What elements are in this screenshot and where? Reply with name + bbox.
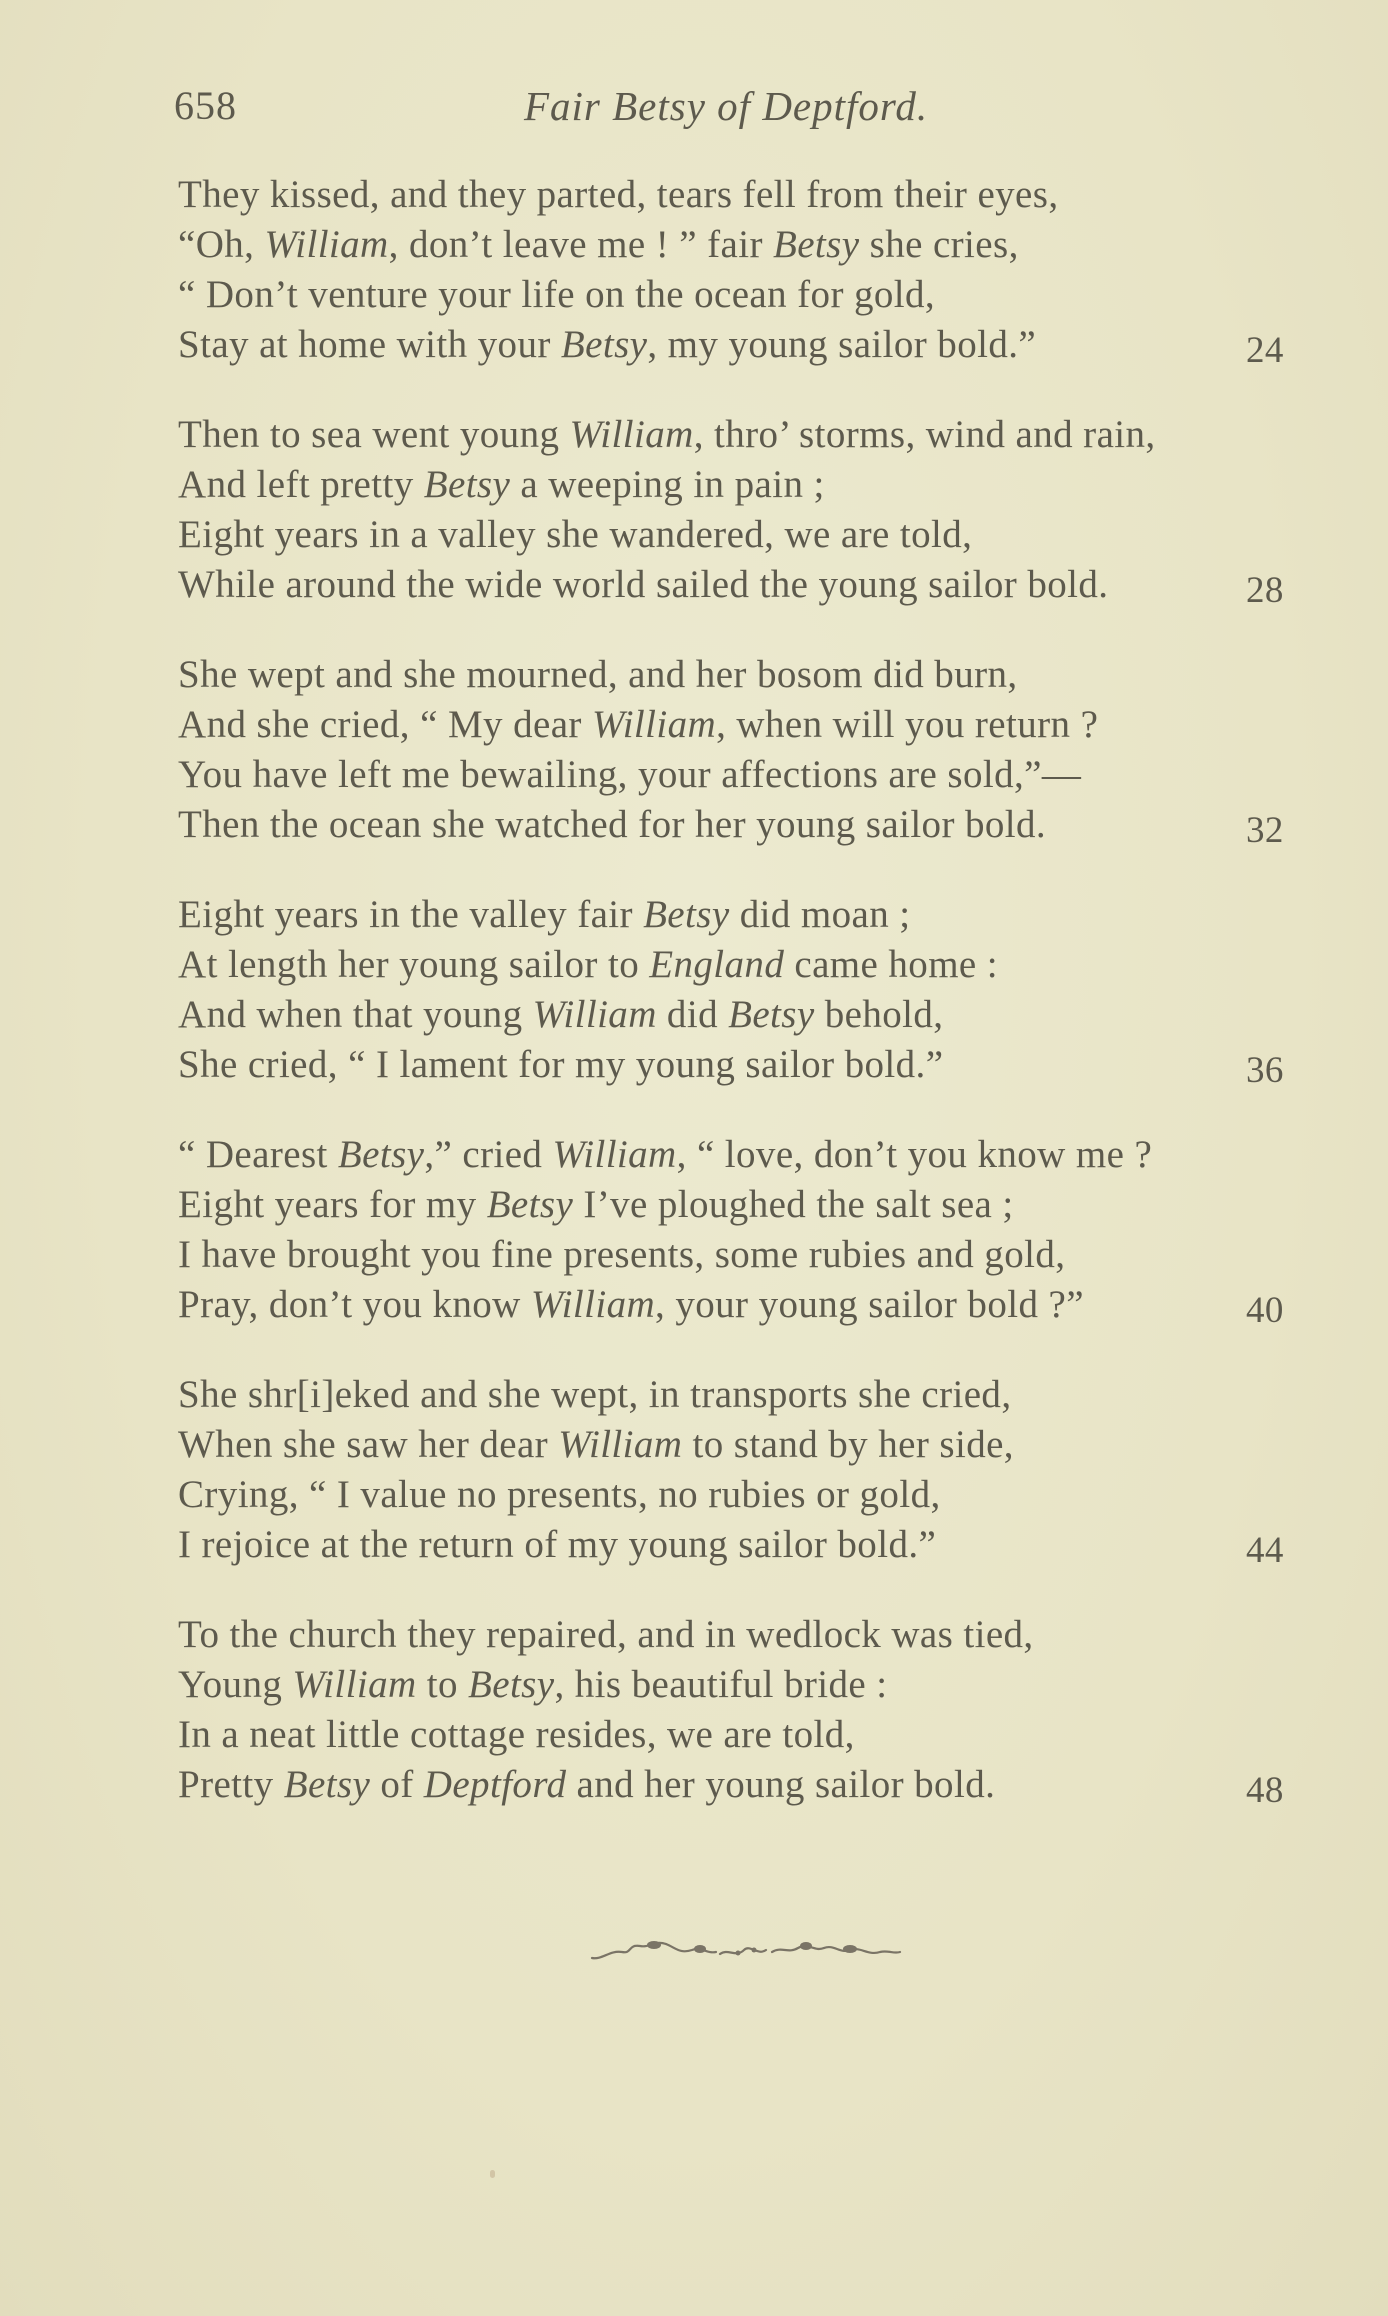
verse-line: [178, 320, 1298, 370]
verse-line-text: [178, 223, 1019, 266]
verse-text: In a neat little cottage resides, we are told,: [178, 1713, 855, 1756]
verse-line: [178, 1280, 1298, 1330]
verse-line-text: [178, 273, 935, 316]
verse-text: Then the ocean she watched for her young sailor bold.: [178, 803, 1047, 846]
verse-text: Eight years in a valley she wandered, we are told,: [178, 513, 973, 556]
verse-line-text: [178, 753, 1081, 796]
verse-text: did: [656, 993, 729, 1036]
verse-line: [178, 460, 1298, 510]
line-number: 24: [1246, 330, 1284, 371]
verse-text: to: [416, 1663, 469, 1706]
verse-line: [178, 940, 1298, 990]
verse-line: [178, 1230, 1298, 1280]
verse-line: [178, 890, 1298, 940]
italic-name: Deptford: [423, 1763, 567, 1806]
italic-name: Betsy: [468, 1663, 555, 1706]
verse-line-text: [178, 173, 1059, 216]
verse-text: Eight years for my: [178, 1183, 487, 1226]
line-number: 48: [1246, 1770, 1284, 1811]
verse-text: I have brought you fine presents, some rubies and gold,: [178, 1233, 1066, 1276]
verse-line-text: [178, 1763, 995, 1806]
italic-name: William: [292, 1663, 417, 1706]
verse-line-text: [178, 703, 1098, 746]
verse-line-text: [178, 463, 825, 506]
stanza: [178, 1130, 1298, 1330]
italic-name: William: [591, 703, 717, 746]
verse-text: behold,: [814, 993, 944, 1036]
italic-name: William: [530, 1283, 656, 1326]
verse-text: Pray, don’t you know: [178, 1283, 531, 1326]
line-number: 36: [1246, 1050, 1284, 1091]
italic-name: Betsy: [283, 1763, 371, 1806]
stanza: [178, 170, 1298, 370]
verse-text: did moan ;: [729, 893, 911, 936]
verse-line: [178, 410, 1298, 460]
verse-line: [178, 1130, 1298, 1180]
verse-text: You have left me bewailing, your affections are sold,”—: [178, 753, 1082, 796]
verse-text: of: [370, 1763, 424, 1806]
verse-text: They kissed, and they parted, tears fell from their eyes,: [178, 173, 1059, 216]
verse-text: she cries,: [859, 223, 1019, 266]
verse-line-text: [178, 893, 911, 936]
stanza: [178, 1370, 1298, 1570]
verse-line-text: [178, 1373, 1011, 1416]
verse-text: Pretty: [178, 1763, 284, 1806]
verse-line: [178, 220, 1298, 270]
verse-text: Then to sea went young: [178, 413, 570, 456]
verse-text: And when that young: [178, 993, 533, 1036]
verse-text: Young: [178, 1663, 293, 1706]
verse-line-text: [178, 1423, 1014, 1466]
verse-text: Stay at home with your: [178, 323, 561, 366]
verse-text: She wept and she mourned, and her bosom did burn,: [178, 653, 1018, 696]
verse-line-text: [178, 993, 943, 1036]
running-title: Fair Betsy of Deptford.: [524, 83, 929, 129]
verse-line: [178, 1520, 1298, 1570]
verse-line-text: [178, 1233, 1065, 1276]
verse-line-text: [178, 1613, 1034, 1656]
verse-line-text: [178, 1183, 1014, 1226]
italic-name: Betsy: [560, 323, 648, 366]
verse-line-text: [178, 1713, 855, 1756]
verse-text: ,” cried: [424, 1133, 553, 1176]
italic-name: Betsy: [773, 223, 860, 266]
italic-name: William: [552, 1133, 677, 1176]
verse-line-text: [178, 1473, 941, 1516]
line-number: 44: [1246, 1530, 1284, 1571]
verse-line: [178, 1660, 1298, 1710]
verse-line-text: [178, 803, 1046, 846]
verse-text: to stand by her side,: [682, 1423, 1014, 1466]
italic-name: William: [569, 413, 694, 456]
italic-name: Betsy: [337, 1133, 425, 1176]
italic-name: Betsy: [486, 1183, 574, 1226]
verse-line: [178, 1420, 1298, 1470]
verse-line: [178, 1040, 1298, 1090]
verse-text: To the church they repaired, and in wedlock was tied,: [178, 1613, 1034, 1656]
verse-line-text: [178, 1133, 1152, 1176]
verse-line-text: [178, 323, 1036, 366]
verse-line: [178, 990, 1298, 1040]
verse-text: , when will you return ?: [716, 703, 1099, 746]
verse-line-text: [178, 413, 1156, 456]
verse-line-text: [178, 1043, 943, 1086]
verse-text: She cried, “ I lament for my young sailor bold.”: [178, 1043, 944, 1086]
verse-text: , “ love, don’t you know me ?: [676, 1133, 1153, 1176]
verse-text: , his beautiful bride :: [554, 1663, 888, 1706]
page-header: [174, 82, 974, 142]
verse-text: When she saw her dear: [178, 1423, 559, 1466]
stanza: [178, 650, 1298, 850]
stanza: [178, 890, 1298, 1090]
page-number: 658: [174, 83, 237, 128]
verse-line-text: [178, 1523, 936, 1566]
verse-line-text: [178, 563, 1108, 606]
verse-text: “Oh,: [178, 223, 265, 266]
verse-text: “ Dearest: [178, 1133, 338, 1176]
italic-name: Betsy: [423, 463, 511, 506]
verse-line: [178, 270, 1298, 320]
verse-text: She shr[i]eked and she wept, in transports she cried,: [178, 1373, 1012, 1416]
verse-line-text: [178, 513, 972, 556]
verse-line-text: [178, 1663, 888, 1706]
verse-text: I rejoice at the return of my young sailor bold.”: [178, 1523, 937, 1566]
line-number: 32: [1246, 810, 1284, 851]
verse-text: Crying, “ I value no presents, no rubies or gold,: [178, 1473, 941, 1516]
verse-line: [178, 1610, 1298, 1660]
italic-name: William: [264, 223, 389, 266]
verse-line: [178, 1710, 1298, 1760]
line-number: 40: [1246, 1290, 1284, 1331]
verse-line: [178, 650, 1298, 700]
verse-line: [178, 800, 1298, 850]
verse-line-text: [178, 1283, 1084, 1326]
verse-line: [178, 700, 1298, 750]
verse-text: At length her young sailor to: [178, 943, 650, 986]
stanza: [178, 410, 1298, 610]
verse-line-text: [178, 653, 1018, 696]
verse-text: and her young sailor bold.: [566, 1763, 996, 1806]
poem-body: [178, 170, 1298, 1850]
verse-text: Eight years in the valley fair: [178, 893, 644, 936]
italic-name: Betsy: [728, 993, 815, 1036]
verse-line: [178, 170, 1298, 220]
italic-name: William: [558, 1423, 683, 1466]
verse-text: , don’t leave me ! ” fair: [388, 223, 773, 266]
flourish-ornament-icon: [588, 1936, 904, 1966]
verse-text: , your young sailor bold ?”: [655, 1283, 1084, 1326]
italic-name: Betsy: [643, 893, 730, 936]
line-number: 28: [1246, 570, 1284, 611]
verse-line: [178, 750, 1298, 800]
verse-line: [178, 510, 1298, 560]
verse-text: , my young sailor bold.”: [647, 323, 1037, 366]
verse-text: “ Don’t venture your life on the ocean for gold,: [178, 273, 936, 316]
paper-speck: [490, 2170, 495, 2178]
verse-line: [178, 560, 1298, 610]
verse-text: And left pretty: [178, 463, 424, 506]
verse-line: [178, 1180, 1298, 1230]
verse-text: While around the wide world sailed the young sailor bold.: [178, 563, 1109, 606]
verse-text: I’ve ploughed the salt sea ;: [573, 1183, 1014, 1226]
verse-text: , thro’ storms, wind and rain,: [693, 413, 1156, 456]
verse-text: And she cried, “ My dear: [178, 703, 592, 746]
verse-line-text: [178, 943, 998, 986]
verse-line: [178, 1760, 1298, 1810]
verse-text: came home :: [784, 943, 999, 986]
italic-name: England: [649, 943, 785, 986]
verse-line: [178, 1370, 1298, 1420]
italic-name: William: [532, 993, 657, 1036]
stanza: [178, 1610, 1298, 1810]
verse-text: a weeping in pain ;: [510, 463, 825, 506]
verse-line: [178, 1470, 1298, 1520]
